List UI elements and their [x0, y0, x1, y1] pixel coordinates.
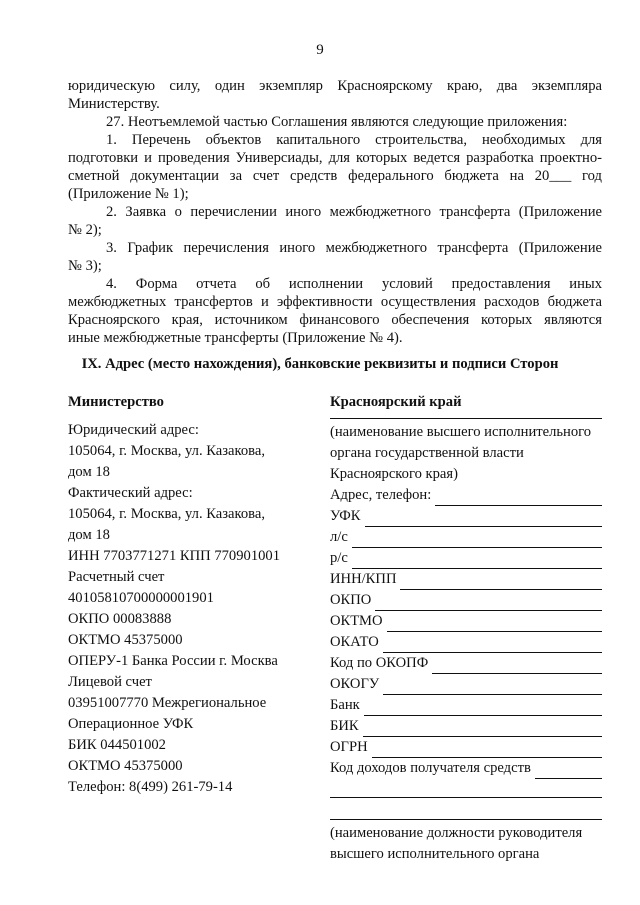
appendix-4-line: Красноярского края, источником финансового обеспечения которых являются	[68, 312, 602, 328]
ministry-line: Фактический адрес:	[68, 485, 193, 501]
okpo-label: ОКПО	[330, 592, 372, 608]
okopf-blank	[432, 658, 602, 674]
appendix-2-line: № 2);	[68, 222, 102, 238]
ministry-line: ОПЕРУ-1 Банка России г. Москва	[68, 653, 278, 669]
okopf-label: Код по ОКОПФ	[330, 655, 429, 671]
ministry-line: Операционное УФК	[68, 716, 194, 732]
bik-field	[330, 716, 602, 737]
okogu-field	[330, 674, 602, 695]
okato-blank	[383, 637, 602, 653]
ministry-line: БИК 044501002	[68, 737, 166, 753]
ministry-line: ОКТМО 45375000	[68, 758, 183, 774]
appendix-4-line: иные межбюджетные трансферты (Приложение № 4).	[68, 330, 403, 346]
paragraph-line: юридическую силу, один экземпляр Красноярскому краю, два экземпляра	[68, 78, 602, 94]
page-number: 9	[316, 42, 324, 58]
ministry-title: Министерство	[68, 394, 164, 410]
ogrn-label: ОГРН	[330, 739, 368, 755]
ogrn-field	[330, 737, 602, 758]
ministry-line: 03951007770 Межрегиональное	[68, 695, 267, 711]
ministry-line: дом 18	[68, 464, 110, 480]
okpo-field	[330, 590, 602, 611]
ministry-line: Юридический адрес:	[68, 422, 199, 438]
ls-field	[330, 527, 602, 548]
agreement-text	[68, 77, 602, 347]
ls-blank	[352, 532, 602, 548]
appendix-4-line: 4. Форма отчета об исполнении условий предоставления иных	[106, 276, 602, 292]
ministry-requisites	[68, 420, 308, 798]
okogu-label: ОКОГУ	[330, 676, 380, 692]
okpo-blank	[375, 595, 602, 611]
address-blank	[435, 490, 602, 506]
oktmo-label: ОКТМО	[330, 613, 383, 629]
ministry-line: 105064, г. Москва, ул. Казакова,	[68, 506, 265, 522]
bik-label: БИК	[330, 718, 359, 734]
ls-label: л/с	[330, 529, 348, 545]
region-requisites	[330, 400, 602, 865]
ministry-line: 40105810700000001901	[68, 590, 214, 606]
inn-field	[330, 569, 602, 590]
address-label: Адрес, телефон:	[330, 487, 432, 503]
region-name-hint: органа государственной власти	[330, 445, 524, 461]
ministry-line: Лицевой счет	[68, 674, 152, 690]
bank-label: Банк	[330, 697, 360, 713]
inn-label: ИНН/КПП	[330, 571, 397, 587]
clause-27: 27. Неотъемлемой частью Соглашения являются следующие приложения:	[106, 114, 568, 130]
region-title: Красноярский край	[330, 394, 462, 410]
okato-label: ОКАТО	[330, 634, 379, 650]
ogrn-blank	[372, 742, 602, 758]
section-heading: IX. Адрес (место нахождения), банковские реквизиты и подписи Сторон	[81, 356, 559, 372]
okato-field	[330, 632, 602, 653]
appendix-2-line: 2. Заявка о перечислении иного межбюджетного трансферта (Приложение	[106, 204, 602, 220]
paragraph-line: Министерству.	[68, 96, 160, 112]
blank-line	[330, 779, 602, 798]
ministry-line: Расчетный счет	[68, 569, 165, 585]
ministry-line: 105064, г. Москва, ул. Казакова,	[68, 443, 265, 459]
ufk-field	[330, 506, 602, 527]
income-code-label: Код доходов получателя средств	[330, 760, 531, 776]
region-name-hint: (наименование высшего исполнительного	[330, 424, 592, 440]
ministry-line: Телефон: 8(499) 261-79-14	[68, 779, 233, 795]
bik-blank	[363, 721, 602, 737]
bank-field	[330, 695, 602, 716]
bank-blank	[364, 700, 602, 716]
rs-field	[330, 548, 602, 569]
ufk-blank	[365, 511, 602, 527]
ufk-label: УФК	[330, 508, 361, 524]
appendix-3-line: 3. График перечисления иного межбюджетного трансферта (Приложение	[106, 240, 602, 256]
inn-blank	[400, 574, 602, 590]
appendix-1-line: 1. Перечень объектов капитального строительства, необходимых для	[106, 132, 602, 148]
income-code-blank	[535, 763, 602, 779]
position-hint: (наименование должности руководителя	[330, 825, 583, 841]
rs-label: р/с	[330, 550, 348, 566]
ministry-line: ИНН 7703771271 КПП 770901001	[68, 548, 281, 564]
okogu-blank	[383, 679, 602, 695]
ministry-line: ОКТМО 45375000	[68, 632, 183, 648]
oktmo-blank	[387, 616, 602, 632]
appendix-1-line: (Приложение № 1);	[68, 186, 189, 202]
appendix-1-line: сметной документации за счет средств федерального бюджета на 20___ год	[68, 168, 602, 184]
appendix-1-line: подготовки и проведения Универсиады, для которых ведется разработка проектно-	[68, 150, 602, 166]
oktmo-field	[330, 611, 602, 632]
income-code-field	[330, 758, 602, 779]
appendix-3-line: № 3);	[68, 258, 102, 274]
ministry-line: дом 18	[68, 527, 110, 543]
position-hint: высшего исполнительного органа	[330, 846, 540, 862]
rs-blank	[352, 553, 602, 569]
okopf-field	[330, 653, 602, 674]
ministry-line: ОКПО 00083888	[68, 611, 172, 627]
address-field	[330, 485, 602, 506]
position-line	[330, 801, 602, 820]
region-name-hint: Красноярского края)	[330, 466, 458, 482]
region-name-line	[330, 400, 602, 419]
appendix-4-line: межбюджетных трансфертов и эффективности осуществления расходов бюджета	[68, 294, 602, 310]
